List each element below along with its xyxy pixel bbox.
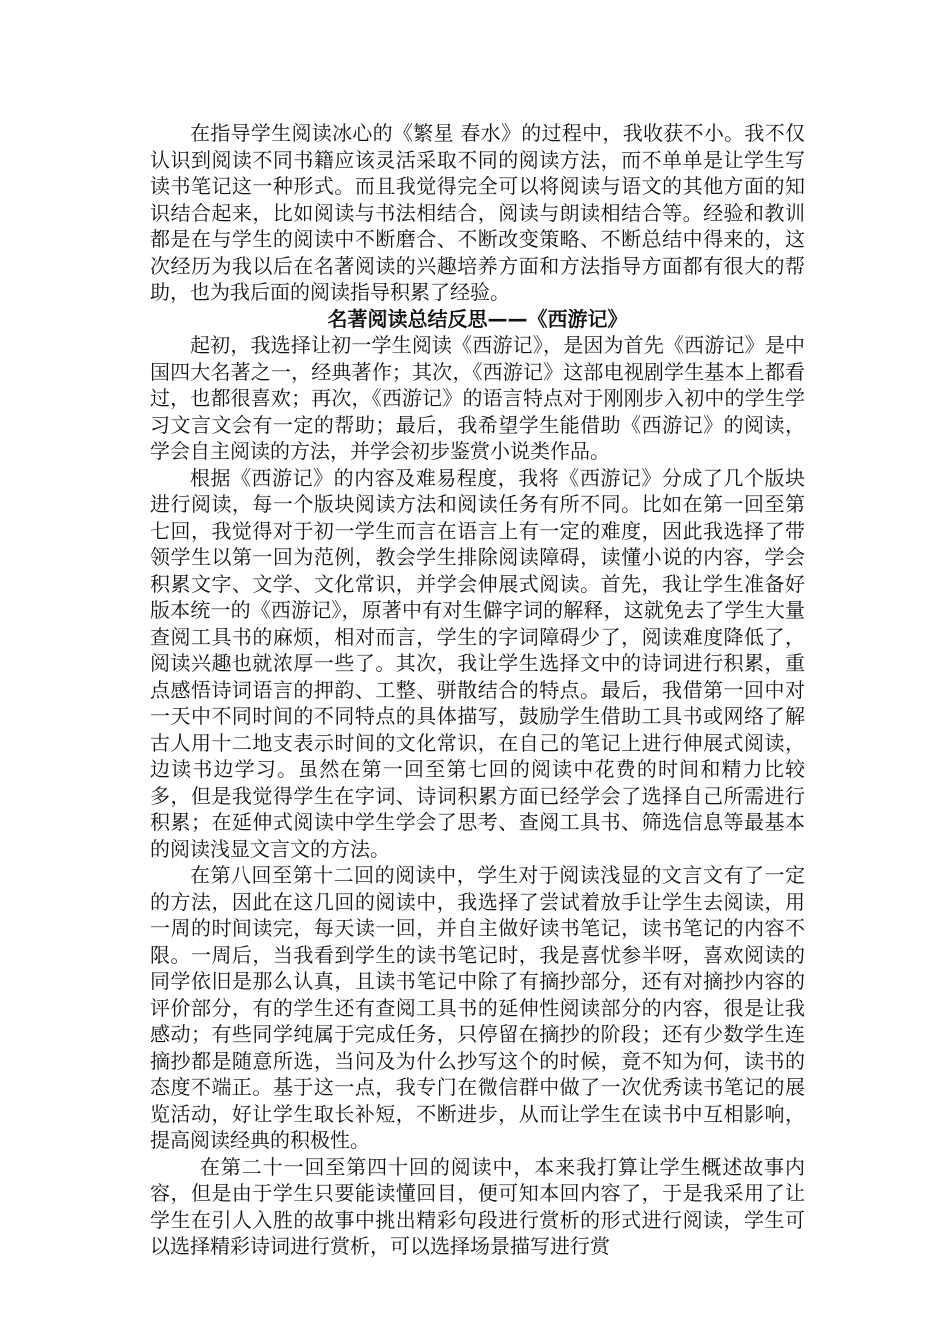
section-heading: 名著阅读总结反思——《西游记》 xyxy=(327,306,628,331)
body-paragraph-2: 根据《西游记》的内容及难易程度，我将《西游记》分成了几个版块进行阅读，每一个版块阅读方法和阅读任务有所不同。比如在第一回至第七回，我觉得对于初一学生而言在语言上有一定的难度，因此我选择了带领学生以第一回为范例，教会学生排除阅读障碍，读懂小说的内容，学会积累文字、文学、文化常识，并学会伸展式阅读。首先，我让学生准备好版本统一的《西游记》，原著中有对生僻字词的解释，这就免去了学生大量查阅工具书的麻烦，相对而言，学生的字词障碍少了，阅读难度降低了，阅读兴趣也就浓厚一些了。其次，我让学生选择文中的诗词进行积累，重点感悟诗词语言的押韵、工整、骈散结合的特点。最后，我借第一回中对一天中不同时间的不同特点的具体描写，鼓励学生借助工具书或网络了解古人用十二地支表示时间的文化常识，在自己的笔记上进行伸展式阅读，边读书边学习。虽然在第一回至第七回的阅读中花费的时间和精力比较多，但是我觉得学生在字词、诗词积累方面已经学会了选择自己所需进行积累；在延伸式阅读中学生学会了思考、查阅工具书、筛选信息等最基本的阅读浅显文言文的方法。 xyxy=(150,465,805,861)
body-paragraph-3: 在第八回至第十二回的阅读中，学生对于阅读浅显的文言文有了一定的方法，因此在这几回的阅读中，我选择了尝试着放手让学生去阅读，用一周的时间读完，每天读一回，并自主做好读书笔记，读书笔记的内容不限。一周后，当我看到学生的读书笔记时，我是喜忧参半呀，喜欢阅读的同学依旧是那么认真，且读书笔记中除了有摘抄部分，还有对摘抄内容的评价部分，有的学生还有查阅工具书的延伸性阅读部分的内容，很是让我感动；有些同学纯属于完成任务，只停留在摘抄的阶段；还有少数学生连摘抄都是随意所选，当问及为什么抄写这个的时候，竟不知为何，读书的态度不端正。基于这一点，我专门在微信群中做了一次优秀读书笔记的展览活动，好让学生取长补短，不断进步，从而让学生在读书中互相影响，提高阅读经典的积极性。 xyxy=(150,863,805,1152)
intro-paragraph: 在指导学生阅读冰心的《繁星 春水》的过程中，我收获不小。我不仅认识到阅读不同书籍应该灵活采取不同的阅读方法，而不单单是让学生写读书笔记这一种形式。而且我觉得完全可以将阅读与语文的其他方面的知识结合起来，比如阅读与书法相结合，阅读与朗读相结合等。经验和教训都是在与学生的阅读中不断磨合、不断改变策略、不断总结中得来的，这次经历为我以后在名著阅读的兴趣培养方面和方法指导方面都有很大的帮助，也为我后面的阅读指导积累了经验。 xyxy=(150,121,805,304)
document-page xyxy=(150,120,805,1260)
body-paragraph-4: 在第二十一回至第四十回的阅读中，本来我打算让学生概述故事内容，但是由于学生只要能读懂回目，便可知本回内容了，于是我采用了让学生在引人入胜的故事中挑出精彩句段进行赏析的形式进行阅读，学生可以选择精彩诗词进行赏析，可以选择场景描写进行赏 xyxy=(150,1154,805,1258)
body-paragraph-1: 起初，我选择让初一学生阅读《西游记》，是因为首先《西游记》是中国四大名著之一，经典著作；其次，《西游记》这部电视剧学生基本上都看过，也都很喜欢；再次，《西游记》的语言特点对于刚刚步入初中的学生学习文言文会有一定的帮助；最后，我希望学生能借助《西游记》的阅读，学会自主阅读的方法，并学会初步鉴赏小说类作品。 xyxy=(150,333,805,463)
